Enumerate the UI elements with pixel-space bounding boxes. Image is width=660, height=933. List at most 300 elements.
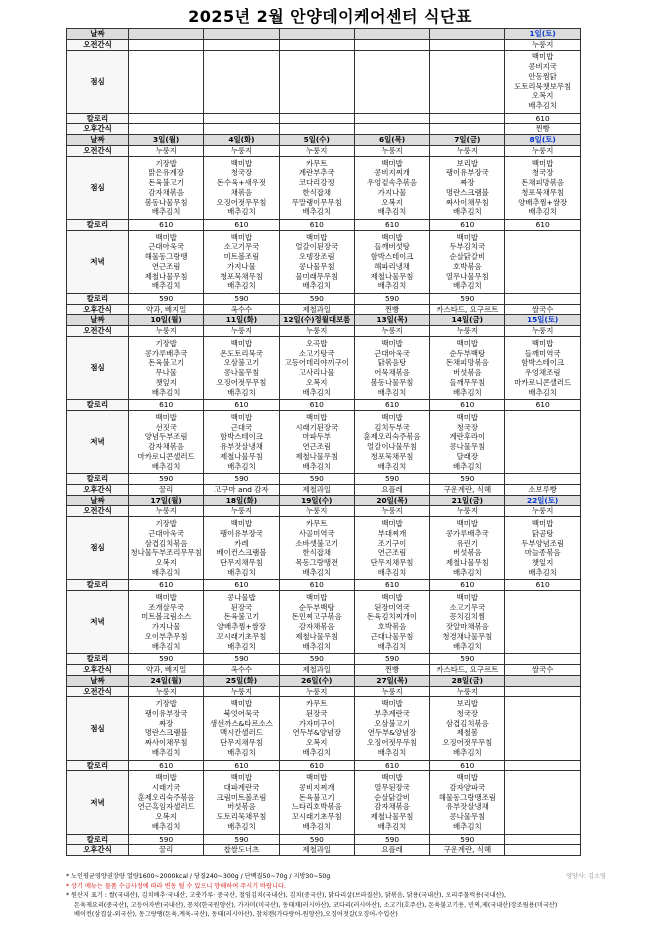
menu-item: 김치두부국 xyxy=(374,422,410,432)
day-header: 25일(화) xyxy=(204,675,279,686)
pm-snack-cell: 쌀국수 xyxy=(505,304,580,315)
lunch-cell xyxy=(204,517,279,580)
calories-label: 칼로리 xyxy=(67,760,129,771)
menu-item: 오징어젓무무침 xyxy=(216,377,267,387)
menu-item: 백미밥 xyxy=(381,158,403,168)
menu-item: 꽁치김치찜 xyxy=(449,612,486,622)
menu-item: 소고기무국 xyxy=(223,242,260,252)
calorie-cell: 590 xyxy=(129,654,204,665)
calorie-cell: 590 xyxy=(279,654,354,665)
menu-item: 얼갈이나물무침 xyxy=(367,442,418,452)
menu-item: 오삼불고기 xyxy=(374,718,410,728)
menu-item: 버섯볶음 xyxy=(227,802,256,812)
menu-item: 콩가루배추국 xyxy=(445,528,489,538)
menu-item: 배추김치 xyxy=(151,821,181,831)
calorie-cell: 610 xyxy=(354,400,429,411)
calorie-cell: 590 xyxy=(430,474,505,485)
menu-item: 소고기무국 xyxy=(449,602,486,612)
am-snack-cell: 누룽지 xyxy=(204,686,279,697)
dinner-label: 저녁 xyxy=(67,410,129,473)
pm-snack-cell xyxy=(279,124,354,135)
menu-item: 열무나물무침 xyxy=(445,271,489,281)
am-snack-cell: 누룽지 xyxy=(129,686,204,697)
lunch-cell xyxy=(354,697,429,760)
lunch-label: 점심 xyxy=(67,697,129,760)
menu-item: 무말랭이무무침 xyxy=(291,197,342,207)
menu-item: 맑은유계장 xyxy=(148,168,184,178)
dinner-cell xyxy=(430,591,505,654)
menu-item: 함박스테이크 xyxy=(370,252,414,262)
menu-item: 팽이유부장국 xyxy=(144,708,188,718)
menu-item: 오징어젓무무침 xyxy=(442,738,493,748)
dinner-cell xyxy=(430,410,505,473)
menu-item: 꼬시래기초무침 xyxy=(291,812,342,822)
am-snack-cell: 누룽지 xyxy=(279,686,354,697)
calorie-cell: 610 xyxy=(279,760,354,771)
pm-snack-cell: 찐빵 xyxy=(354,304,429,315)
am-snack-cell: 누룽지 xyxy=(505,326,580,337)
calorie-cell: 610 xyxy=(430,219,505,230)
menu-item: 연근흑임자샐러드 xyxy=(137,802,195,812)
menu-item: 연근조림 xyxy=(302,442,332,452)
menu-item: 온도토리묵국 xyxy=(220,348,263,358)
pm-snack-cell xyxy=(129,124,204,135)
menu-item: 백미밥 xyxy=(155,592,177,602)
am-snack-cell xyxy=(129,39,204,50)
menu-item: 크림미트볼조림 xyxy=(216,792,267,802)
menu-item: 돈육불고기 xyxy=(148,358,184,368)
menu-item: 돈채피망볶음 xyxy=(445,358,489,368)
menu-item: 양배추찜+쌈장 xyxy=(216,622,266,632)
am-snack-cell: 누룽지 xyxy=(279,146,354,157)
menu-item: 제철나물무침 xyxy=(220,451,263,461)
lunch-cell xyxy=(279,517,354,580)
lunch-cell xyxy=(279,336,354,399)
date-label: 날짜 xyxy=(67,495,129,506)
date-label: 날짜 xyxy=(67,315,129,326)
calories-label: 칼로리 xyxy=(67,113,129,124)
menu-item: 백미밥 xyxy=(531,518,554,528)
pm-snack-cell: 요플레 xyxy=(354,845,429,856)
day-header: 12일(수)정월대보름 xyxy=(279,315,354,326)
lunch-cell xyxy=(354,517,429,580)
menu-item: 꼬시래기초무침 xyxy=(216,632,267,641)
am-snack-cell: 누룽지 xyxy=(505,146,580,157)
calorie-cell: 590 xyxy=(430,654,505,665)
menu-item: 버섯볶음 xyxy=(453,548,482,558)
menu-item: 채볶음 xyxy=(230,187,253,197)
calorie-cell: 590 xyxy=(129,834,204,845)
lunch-cell xyxy=(354,156,429,219)
calorie-cell: 610 xyxy=(204,219,279,230)
menu-item: 배추김치 xyxy=(453,821,482,831)
lunch-cell xyxy=(505,517,580,580)
menu-item: 부대찌개 xyxy=(377,528,407,538)
menu-item: 버섯볶음 xyxy=(453,368,482,378)
am-snack-label: 오전간식 xyxy=(67,506,129,517)
calorie-cell xyxy=(505,474,580,485)
dinner-cell xyxy=(505,410,580,473)
menu-item: 두부양념조림 xyxy=(521,538,565,548)
origin-note-cont2: 베이컨(삼겹살-외국산), 동그랑땡(돈육,계육-국산), 동태(러시아산), 참치캔(가다랑어-원양산),오징어젓갈(오징어-수입산) xyxy=(74,911,398,919)
calorie-cell: 590 xyxy=(204,834,279,845)
menu-item: 백미밥 xyxy=(456,412,479,422)
menu-item: 얼갈이된장국 xyxy=(295,242,339,252)
calorie-cell: 610 xyxy=(430,760,505,771)
menu-item: 잣알마채볶음 xyxy=(445,622,489,632)
pm-snack-cell: 구운계란, 식혜 xyxy=(430,484,505,495)
menu-item: 가자미구이 xyxy=(298,718,335,728)
menu-item: 백미밥 xyxy=(230,773,253,783)
day-header: 10일(월) xyxy=(129,315,204,326)
dinner-cell xyxy=(505,591,580,654)
menu-item: 기장밥 xyxy=(155,158,177,168)
menu-item: 백미밥 xyxy=(230,232,253,242)
menu-item: 배추김치 xyxy=(151,641,181,651)
pm-snack-cell: 제철과일 xyxy=(279,484,354,495)
menu-item: 백미밥 xyxy=(456,338,479,348)
menu-item: 배추김치 xyxy=(377,567,407,577)
menu-item: 감자채볶음 xyxy=(148,187,184,197)
day-header: 15일(토) xyxy=(505,315,580,326)
am-snack-cell: 누룽지 xyxy=(129,506,204,517)
menu-item: 맥시칸샐러드 xyxy=(220,728,263,738)
menu-item: 어묵채볶음 xyxy=(374,368,410,378)
am-snack-cell: 누룽지 xyxy=(204,326,279,337)
menu-item: 배추김치 xyxy=(528,207,557,217)
menu-item: 고사리나물 xyxy=(298,368,335,378)
lunch-cell xyxy=(129,697,204,760)
menu-item: 배추김치 xyxy=(528,567,557,577)
menu-item: 청포묵채무침 xyxy=(220,271,263,281)
menu-item: 청국장 xyxy=(456,422,479,432)
am-snack-label: 오전간식 xyxy=(67,326,129,337)
day-header: 24일(월) xyxy=(129,675,204,686)
menu-item: 배추김치 xyxy=(453,461,482,471)
menu-item: 기장밥 xyxy=(155,518,177,528)
day-header: 17일(월) xyxy=(129,495,204,506)
dinner-cell xyxy=(279,771,354,834)
day-header xyxy=(279,29,354,40)
menu-item: 근대나물무침 xyxy=(370,632,414,641)
menu-item: 선짓국 xyxy=(155,422,177,432)
menu-item: 근대아욱국 xyxy=(148,242,184,252)
menu-item: 돈수육+새우젓 xyxy=(216,178,266,188)
menu-item: 배추김치 xyxy=(151,387,181,397)
lunch-label: 점심 xyxy=(67,156,129,219)
menu-item: 챗잎지 xyxy=(155,377,177,387)
menu-item: 부추계란국 xyxy=(374,708,410,718)
pm-snack-cell: 쌀국수 xyxy=(505,665,580,676)
menu-item: 제철나물무침 xyxy=(370,812,414,822)
menu-item: 배추김치 xyxy=(528,387,557,397)
menu-item: 돈채피망볶음 xyxy=(521,178,565,188)
menu-item: 삼겹김치볶음 xyxy=(144,538,188,548)
day-header xyxy=(129,29,204,40)
menu-item: 연두부&양념장 xyxy=(367,728,417,738)
calories-label: 칼로리 xyxy=(67,654,129,665)
menu-item: 백미밥 xyxy=(456,232,479,242)
menu-item: 소고기탕국 xyxy=(298,348,335,358)
lunch-label: 점심 xyxy=(67,336,129,399)
menu-item: 한식잡채 xyxy=(302,187,332,197)
menu-item: 짜사이채무침 xyxy=(445,197,489,207)
menu-item: 기장밥 xyxy=(155,338,177,348)
menu-item: 돈육불고기 xyxy=(298,792,335,802)
calorie-cell: 610 xyxy=(129,400,204,411)
day-header: 8일(토) xyxy=(505,135,580,146)
menu-item: 배추김치 xyxy=(151,748,181,758)
menu-item: 짜장 xyxy=(460,178,475,188)
menu-item: 백미밥 xyxy=(155,412,177,422)
am-snack-cell xyxy=(505,686,580,697)
menu-item: 된장미역국 xyxy=(374,602,410,612)
dinner-label: 저녁 xyxy=(67,591,129,654)
calorie-cell xyxy=(279,113,354,124)
origin-note: * 원산지 표기 : 쌀(국내산), 김치배추·국내산, 고춧가루· 중국산, 절임김치(국내산), 김치(중국산), 닭다리살(브라질산), 닭볶음, 닭용(국내산), 오리주물럭용(국내산), xyxy=(66,892,506,900)
lunch-cell xyxy=(430,156,505,219)
dinner-cell xyxy=(129,230,204,293)
dinner-cell xyxy=(505,771,580,834)
lunch-cell xyxy=(204,50,279,113)
pm-snack-cell: 제철과일 xyxy=(279,665,354,676)
menu-item: 시래기된장국 xyxy=(295,422,339,432)
menu-item: 배추김치 xyxy=(453,641,482,651)
day-header: 28일(금) xyxy=(430,675,505,686)
menu-item: 봄동나물무침 xyxy=(144,197,188,207)
day-header xyxy=(505,675,580,686)
menu-item: 들깨무무침 xyxy=(449,377,486,387)
lunch-cell xyxy=(430,697,505,760)
am-snack-cell: 누룽지 xyxy=(430,146,505,157)
menu-item: 짜사이채무침 xyxy=(144,738,188,748)
menu-item: 명란스크램블 xyxy=(144,728,188,738)
lunch-label: 점심 xyxy=(67,50,129,113)
menu-item: 가지나물 xyxy=(227,261,256,271)
menu-item: 백미밥 xyxy=(381,592,403,602)
calories-label: 칼로리 xyxy=(67,580,129,591)
menu-item: 배추김치 xyxy=(377,461,407,471)
am-snack-cell xyxy=(279,39,354,50)
menu-item: 생선까스&타르소스 xyxy=(210,718,273,728)
calorie-cell: 610 xyxy=(204,580,279,591)
menu-item: 백미밥 xyxy=(381,412,403,422)
menu-item: 콩나물무침 xyxy=(223,368,260,378)
menu-item: 고등어데리야끼구이 xyxy=(284,358,349,368)
menu-item: 오복지 xyxy=(155,558,177,568)
menu-item: 돈육불고기 xyxy=(223,612,260,622)
day-header: 14일(금) xyxy=(430,315,505,326)
lunch-cell xyxy=(204,156,279,219)
menu-item: 계란부추국 xyxy=(298,168,335,178)
menu-item: 배추김치 xyxy=(227,281,256,291)
calorie-cell: 610 xyxy=(354,580,429,591)
menu-item: 백미밥 xyxy=(306,592,328,602)
calorie-cell: 610 xyxy=(505,113,580,124)
menu-item: 배추김치 xyxy=(302,207,332,217)
calorie-cell: 590 xyxy=(430,293,505,304)
pm-snack-label: 오후간식 xyxy=(67,484,129,495)
pm-snack-cell: 꿀리 xyxy=(129,484,204,495)
menu-item: 감자채볶음 xyxy=(148,442,184,452)
calorie-cell: 610 xyxy=(430,400,505,411)
menu-item: 가지나물 xyxy=(151,622,181,632)
menu-item: 배추김치 xyxy=(377,387,407,397)
calorie-cell xyxy=(354,113,429,124)
calorie-cell: 590 xyxy=(354,293,429,304)
dinner-cell xyxy=(129,771,204,834)
am-snack-cell: 누룽지 xyxy=(354,146,429,157)
menu-item: 백미밥 xyxy=(306,232,328,242)
menu-item: 무나물 xyxy=(155,368,177,378)
menu-item: 돈육김치찌개이 xyxy=(367,612,418,622)
menu-item: 유부잣살냉채 xyxy=(445,802,489,812)
menu-item: 콩나물무침 xyxy=(449,442,486,452)
pm-snack-cell xyxy=(204,124,279,135)
menu-item: 오곡밥 xyxy=(306,338,328,348)
am-snack-cell: 누룽지 xyxy=(129,326,204,337)
calorie-cell: 590 xyxy=(129,474,204,485)
menu-item: 양배추찜+쌈장 xyxy=(518,197,568,207)
menu-item: 챗잎지 xyxy=(531,558,554,568)
menu-item: 배추김치 xyxy=(528,101,557,111)
pm-snack-cell: 찐빵 xyxy=(354,665,429,676)
menu-item: 배추김치 xyxy=(227,821,256,831)
calorie-cell: 590 xyxy=(430,834,505,845)
menu-item: 오뎅장조림 xyxy=(298,252,335,262)
menu-item: 닭곰탕 xyxy=(531,528,554,538)
menu-item: 오이부추무침 xyxy=(144,632,188,641)
menu-item: 함박스테이크 xyxy=(220,432,263,442)
menu-item: 해파리냉채 xyxy=(374,261,410,271)
day-header: 20일(목) xyxy=(354,495,429,506)
menu-item: 카무트 xyxy=(306,158,328,168)
menu-item: 콩비지찌개 xyxy=(298,782,335,792)
menu-item: 배추김치 xyxy=(302,821,332,831)
menu-item: 배추김치 xyxy=(377,207,407,217)
menu-item: 배추김치 xyxy=(227,461,256,471)
menu-item: 유린기 xyxy=(456,538,479,548)
menu-item: 제철봄 xyxy=(456,728,479,738)
calorie-cell: 610 xyxy=(354,760,429,771)
menu-item: 안동찜닭 xyxy=(528,71,557,81)
calorie-cell: 610 xyxy=(505,219,580,230)
menu-item: 오삼불고기 xyxy=(223,358,260,368)
pm-snack-cell: 소보루빵 xyxy=(505,484,580,495)
menu-item: 들깨미역국 xyxy=(524,348,561,358)
pm-snack-cell xyxy=(430,124,505,135)
day-header: 3일(월) xyxy=(129,135,204,146)
calorie-cell: 610 xyxy=(204,400,279,411)
lunch-cell xyxy=(204,336,279,399)
menu-item: 단무지채무침 xyxy=(370,558,414,568)
menu-item: 제철나물무침 xyxy=(295,451,339,461)
pm-snack-cell: 구운계란, 식혜 xyxy=(430,845,505,856)
menu-item: 배추김치 xyxy=(377,748,407,758)
menu-item: 짜장 xyxy=(159,718,174,728)
menu-item: 미트볼크림소스 xyxy=(141,612,192,622)
menu-item: 배추김치 xyxy=(453,567,482,577)
menu-item: 백미밥 xyxy=(230,338,253,348)
menu-item: 유부잣살냉채 xyxy=(220,442,263,452)
menu-item: 백미밥 xyxy=(230,158,253,168)
menu-item: 백미밥 xyxy=(381,773,403,783)
lunch-cell xyxy=(279,156,354,219)
day-header: 18일(화) xyxy=(204,495,279,506)
lunch-cell xyxy=(354,336,429,399)
menu-item: 시래기국 xyxy=(151,782,181,792)
menu-item: 된장국 xyxy=(306,708,328,718)
pm-snack-cell: 제철과일 xyxy=(279,304,354,315)
menu-item: 카무트 xyxy=(306,518,328,528)
am-snack-cell: 누룽지 xyxy=(354,506,429,517)
menu-item: 오복지 xyxy=(531,91,554,101)
day-header xyxy=(204,29,279,40)
origin-note-cont: 돈육제요리(중국산), 고등어자반(국내산), 꽁치(한국원양산), 가자미(미국산), 동태채(러시아산), 코다리(러시아산), 소고기(호주산), 돈육불고기용, 민찌,제(국내산)장조림용(미국산) xyxy=(74,901,558,909)
dietitian-name: 영양사: 김소영 xyxy=(566,873,606,880)
date-label: 날짜 xyxy=(67,135,129,146)
menu-item: 배추김치 xyxy=(151,567,181,577)
menu-item: 된장국 xyxy=(230,602,253,612)
am-snack-cell: 누룽지 xyxy=(505,506,580,517)
pm-snack-cell: 약과, 베지밀 xyxy=(129,304,204,315)
menu-item: 감자채볶음 xyxy=(298,622,335,632)
menu-item: 연근조림 xyxy=(377,548,407,558)
menu-item: 마파두부 xyxy=(302,432,332,442)
menu-item: 사골미역국 xyxy=(298,528,335,538)
day-header: 26일(수) xyxy=(279,675,354,686)
menu-item: 배추김치 xyxy=(453,748,482,758)
dinner-cell xyxy=(204,591,279,654)
dinner-cell xyxy=(129,591,204,654)
am-snack-cell xyxy=(430,39,505,50)
menu-item: 들깨버섯탕 xyxy=(374,242,410,252)
calories-label: 칼로리 xyxy=(67,474,129,485)
footnotes xyxy=(66,872,606,920)
am-snack-cell xyxy=(204,39,279,50)
calories-label: 칼로리 xyxy=(67,219,129,230)
menu-item: 백미밥 xyxy=(531,52,554,62)
menu-item: 백미밥 xyxy=(381,699,403,709)
am-snack-cell: 누룽지 xyxy=(354,686,429,697)
day-header: 7일(금) xyxy=(430,135,505,146)
menu-item: 호박볶음 xyxy=(453,261,482,271)
menu-item: 제철나물무침 xyxy=(295,632,339,641)
menu-item: 마카로니콘샐러드 xyxy=(137,451,195,461)
menu-item: 삼겹김치볶음 xyxy=(445,718,489,728)
menu-item: 배추김치 xyxy=(453,281,482,291)
menu-item: 백미밥 xyxy=(456,518,479,528)
menu-item: 단무지채무침 xyxy=(220,738,263,748)
pm-snack-label: 오후간식 xyxy=(67,665,129,676)
menu-item: 배추김치 xyxy=(151,281,181,291)
menu-item: 명란스크램블 xyxy=(445,187,489,197)
menu-item: 코다리강정 xyxy=(298,178,335,188)
dinner-label: 저녁 xyxy=(67,230,129,293)
day-header: 1일(토) xyxy=(505,29,580,40)
am-snack-label: 오전간식 xyxy=(67,39,129,50)
day-header: 22일(토) xyxy=(505,495,580,506)
menu-item: 제철나물무침 xyxy=(370,271,414,281)
menu-item: 제철나물무침 xyxy=(144,271,188,281)
menu-item: 콩나물밥 xyxy=(227,592,256,602)
day-header xyxy=(354,29,429,40)
am-snack-cell: 누룽지 xyxy=(354,326,429,337)
calorie-cell: 590 xyxy=(204,654,279,665)
day-header: 5일(수) xyxy=(279,135,354,146)
pm-snack-cell xyxy=(505,845,580,856)
menu-item: 보리밥 xyxy=(456,699,479,709)
